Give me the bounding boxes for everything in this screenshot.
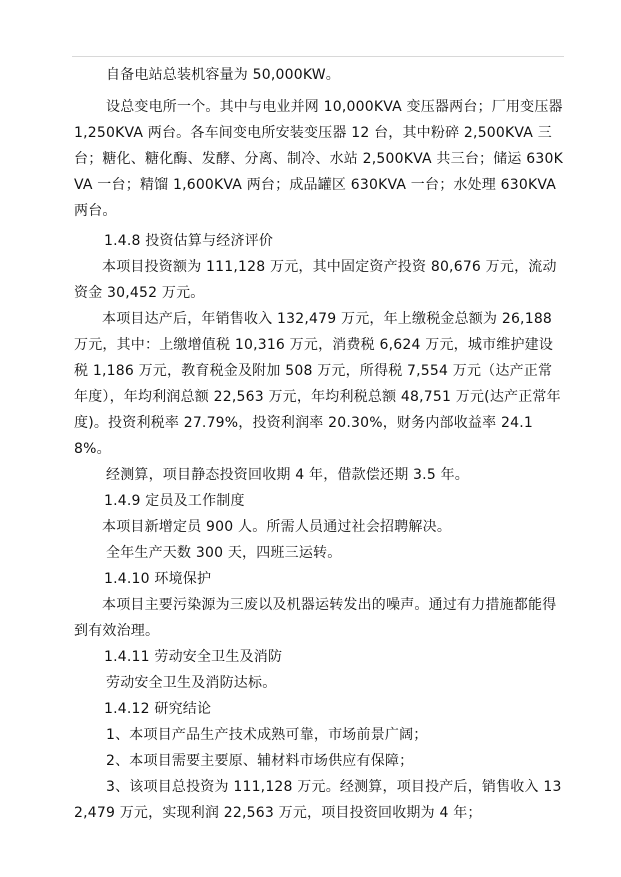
paragraph-power-station: 自备电站总装机容量为 50,000KW。 [106, 67, 340, 83]
paragraph-work-schedule: 全年生产天数 300 天，四班三运转。 [106, 545, 342, 561]
section-heading-conclusion: 1.4.12 研究结论 [104, 701, 212, 717]
conclusion-item-2: 2、本项目需要主要原、辅材料市场供应有保障； [106, 753, 414, 769]
conclusion-item-3: 3、该项目总投资为 111,128 万元。经测算，项目投产后，销售收入 132,479 万元，实现利润 22,563 万元，项目投资回收期为 4 年； [74, 779, 562, 821]
paragraph-safety: 劳动安全卫生及消防达标。 [106, 675, 277, 691]
paragraph-substation: 设总变电所一个。其中与电业并网 10,000KVA 变压器两台；厂用变压器 1,250KVA 两台。各车间变电所安装变压器 12 台，其中粉碎 2,500KVA 三台；糖化、糖化酶、发酵、分离、制冷、水站 2,500KVA 共三台；储运 630KVA 一台；精馏 1,600KVA 两台；成品罐区 630KVA 一台；水处理 630KVA 两台。 [74, 99, 563, 219]
section-heading-staffing: 1.4.9 定员及工作制度 [104, 493, 245, 509]
section-heading-safety: 1.4.11 劳动安全卫生及消防 [104, 649, 283, 665]
paragraph-revenue-taxes: 本项目达产后，年销售收入 132,479 万元，年上缴税金总额为 26,188 万元，其中：上缴增值税 10,316 万元，消费税 6,624 万元，城市维护建设税 1,186 万元，教育税金及附加 508 万元，所得税 7,554 万元（达产正常年度），年均利润总额 22,563 万元，年均利税总额 48,751 万元(达产正常年度)。投资利税率 27.79%，投资利润率 20.30%，财务内部收益率 24.18%。 [74, 311, 561, 457]
paragraph-payback: 经测算，项目静态投资回收期 4 年，借款偿还期 3.5 年。 [106, 467, 469, 483]
header-rule [72, 56, 564, 57]
conclusion-item-1: 1、本项目产品生产技术成熟可靠，市场前景广阔； [106, 727, 428, 743]
section-heading-investment: 1.4.8 投资估算与经济评价 [104, 233, 274, 249]
paragraph-pollution: 本项目主要污染源为三废以及机器运转发出的噪声。通过有力措施都能得到有效治理。 [74, 597, 557, 639]
paragraph-investment-amount: 本项目投资额为 111,128 万元，其中固定资产投资 80,676 万元，流动资金 30,452 万元。 [74, 259, 557, 301]
section-heading-environment: 1.4.10 环境保护 [104, 571, 212, 587]
paragraph-staff-count: 本项目新增定员 900 人。所需人员通过社会招聘解决。 [102, 519, 452, 535]
document-body [74, 62, 564, 826]
